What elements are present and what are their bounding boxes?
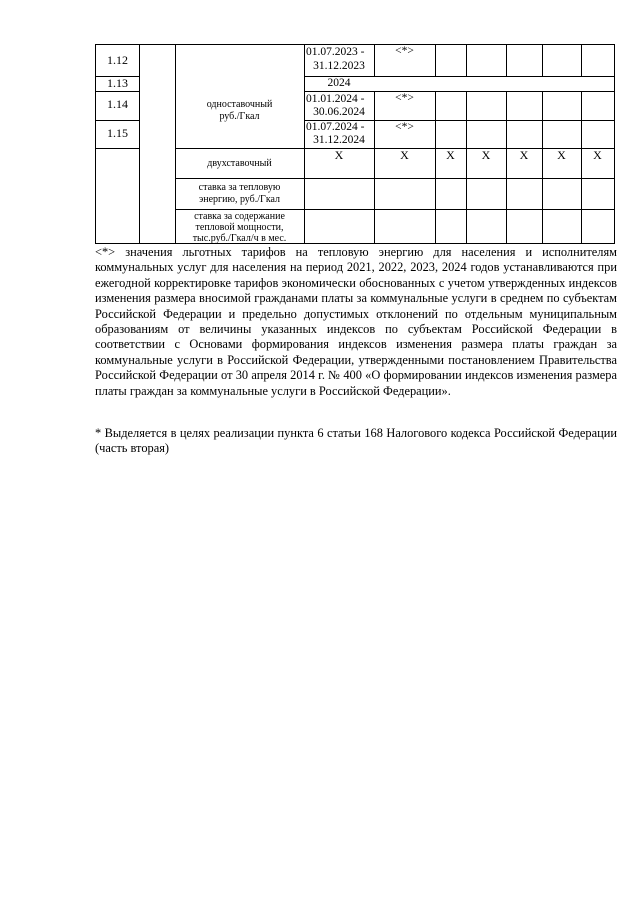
col-line (466, 91, 467, 243)
capacity-rate-unit: тыс.руб./Гкал/ч в мес. (192, 233, 287, 244)
footnote-mark: <*> (395, 45, 414, 57)
x-mark: X (446, 148, 455, 162)
col-line (542, 91, 543, 243)
period-end: 30.06.2024 (313, 106, 365, 118)
col-line (374, 91, 375, 243)
period-end: 31.12.2023 (313, 60, 365, 72)
col-line (506, 91, 507, 243)
col-line (466, 45, 467, 76)
row-line (175, 178, 614, 179)
x-mark: X (400, 148, 409, 162)
x-mark: X (593, 148, 602, 162)
period-start: 01.07.2024 - (306, 121, 365, 133)
footnote-mark: <*> (395, 121, 414, 133)
row-line (96, 120, 139, 121)
col-line (542, 45, 543, 76)
row-line (96, 91, 139, 92)
col-line (139, 45, 140, 243)
x-mark: X (334, 148, 344, 162)
row-number: 1.13 (107, 76, 128, 90)
heat-rate-unit: энергию, руб./Гкал (198, 194, 281, 205)
col-line (506, 45, 507, 76)
tariff-table (95, 44, 615, 244)
one-rate-label: одноставочный (206, 99, 273, 110)
capacity-rate-label: ставка за содержание (194, 211, 285, 222)
col-line (581, 45, 582, 76)
star-note-text: * Выделяется в целях реализации пункта 6 статьи 168 Налогового кодекса Российской Федерации (часть вторая) (95, 426, 617, 456)
x-mark: X (557, 148, 566, 162)
row-line (96, 148, 139, 149)
x-mark: X (519, 148, 529, 162)
row-number: 1.15 (107, 126, 128, 140)
footnote-marker-note (95, 245, 617, 399)
capacity-rate-label: тепловой мощности, (195, 222, 284, 233)
marker-note-text: <*> значения льготных тарифов на тепловую энергию для населения и исполнителям коммунальных услуг для населения на период 2021, 2022, 2023, 2024 годов устанавливаются при ежегодной корректировке тарифов экономически обоснованных с учетом утвержденных индексов изменения размера вносимой гражданами платы за коммунальные услуги в среднем по субъектам Российской Федерации и предельно допустимых отклонений по отдельным муниципальным образованиям от величины указанных индексов по субъектам Российской Федерации в соответствии с Основами формирования индексов изменения размера платы граждан за коммунальные услуги в Российской Федерации, утвержденными постановлением Правительства Российской Федерации от 30 апреля 2014 г. № 400 «О формировании индексов изменения размера платы граждан за коммунальные услуги в Российской Федерации». (95, 245, 617, 398)
footnote-mark: <*> (395, 92, 414, 104)
period-year: 2024 (327, 77, 351, 89)
x-mark: X (481, 148, 491, 162)
row-number: 1.14 (107, 97, 128, 111)
period-end: 31.12.2024 (313, 134, 365, 146)
period-start: 01.07.2023 - (306, 46, 365, 58)
heat-rate-label: ставка за тепловую (198, 182, 281, 193)
footnote-star-note (95, 426, 617, 457)
one-rate-unit: руб./Гкал (219, 111, 260, 122)
row-line (175, 209, 614, 210)
col-line (581, 91, 582, 243)
row-number: 1.12 (107, 53, 128, 67)
period-start: 01.01.2024 - (306, 93, 365, 105)
col-line (435, 91, 436, 243)
row-line (304, 91, 614, 92)
two-rate-label: двухставочный (207, 158, 272, 169)
col-line (435, 45, 436, 76)
